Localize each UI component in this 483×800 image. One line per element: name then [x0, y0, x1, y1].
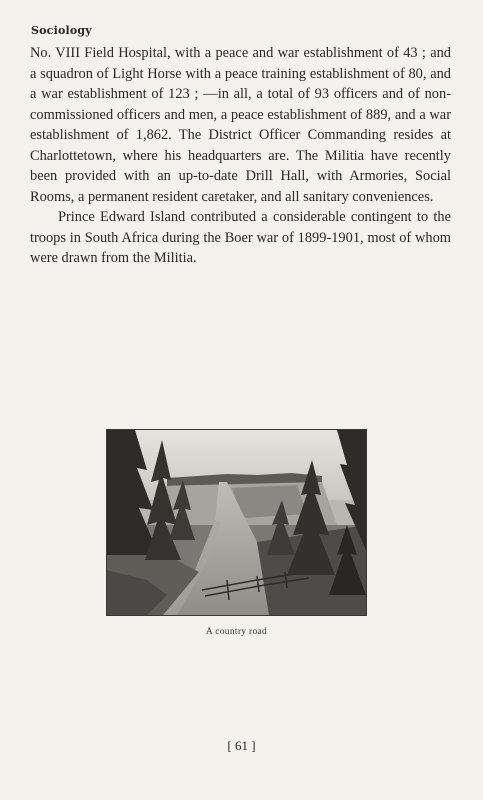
paragraph: Prince Edward Island contributed a considerable contingent to the troops in South Africa during the Boer war of 1899-1901, most of whom were drawn from the Militia.: [30, 209, 451, 266]
page-number: [ 61 ]: [227, 738, 256, 753]
figure-caption: A country road: [205, 627, 268, 637]
country-road-photo: [106, 429, 367, 616]
running-head: Sociology: [31, 24, 92, 37]
paragraph: No. VIII Field Hospital, with a peace and war establishment of 43 ; and a squadron of Light Horse with a peace training establishment of 80, and a war establishment of 123 ; —in all, a total of 93 officers and of non-commissioned officers and men, a peace establishment of 889, and a war establishment of 1,862. The District Officer Commanding resides at Charlottetown, where his headquarters are. The Militia have recently been provided with an up-to-date Drill Hall, with Armories, Social Rooms, a permanent resident caretaker, and all sanitary conveniences.: [30, 45, 451, 205]
body-text: [30, 43, 451, 269]
